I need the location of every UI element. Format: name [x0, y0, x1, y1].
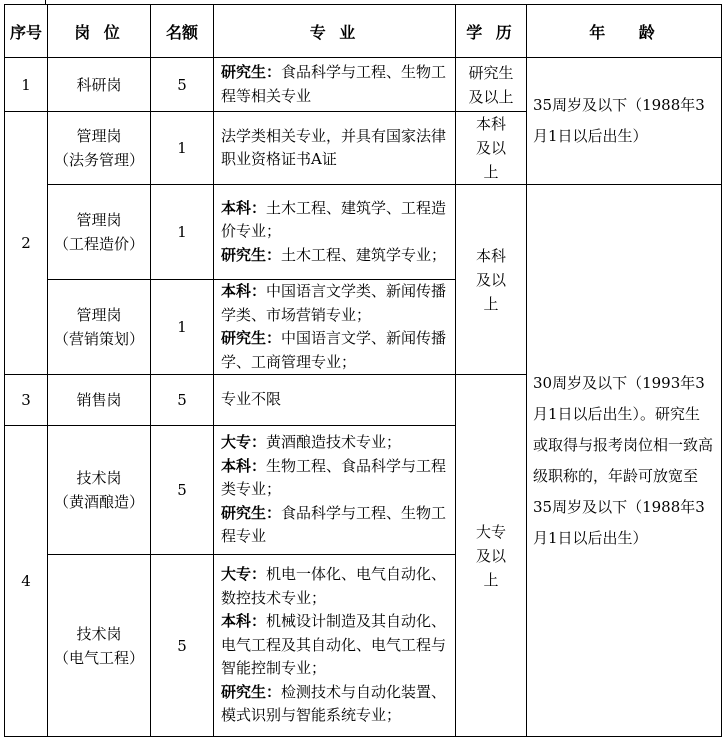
major-text: 食品科学与工程、生物工程等相关专业	[221, 63, 447, 105]
major-text: 土木工程、建筑学、工程造价专业；	[221, 198, 447, 241]
post-name: 管理岗	[76, 306, 122, 324]
major-cell: 法学类相关专业，并具有国家法律职业资格证书A证	[214, 112, 456, 185]
post-cell	[48, 280, 151, 375]
post-cell	[48, 555, 151, 737]
major-cell	[214, 426, 456, 555]
age-cell: 35周岁及以下（1988年3月1日以后出生）	[527, 58, 722, 185]
major-label: 大专：	[221, 433, 267, 452]
table-row	[5, 58, 722, 112]
age-cell: 30周岁及以下（1993年3月1日以后出生）。研究生或取得与报考岗位相一致高级职称的，年龄可放宽至35周岁及以下（1988年3月1日以后出生）	[527, 185, 722, 737]
major-label: 研究生：	[221, 682, 282, 701]
post-sub: （营销策划）	[53, 330, 144, 348]
major-text: 机械设计制造及其自动化、电气工程及其自动化、电气工程与智能控制专业；	[221, 612, 447, 678]
post-cell	[48, 426, 151, 555]
post-cell: 销售岗	[48, 375, 151, 426]
major-label: 研究生：	[221, 63, 282, 81]
post-cell	[48, 112, 151, 185]
major-text: 中国语言文学、新闻传播学、工商管理专业；	[221, 329, 447, 371]
seq-cell: 2	[5, 112, 48, 375]
header-post: 岗 位	[48, 5, 151, 58]
major-label: 大专：	[221, 565, 267, 584]
major-label: 研究生：	[221, 245, 282, 264]
count-cell: 1	[151, 185, 214, 280]
major-label: 研究生：	[221, 329, 282, 347]
post-sub: （法务管理）	[53, 151, 144, 169]
edu-cell	[456, 375, 527, 737]
major-text: 检测技术与自动化装置、模式识别与智能系统专业；	[221, 682, 447, 725]
edu-cell	[456, 58, 527, 112]
major-cell	[214, 555, 456, 737]
major-cell	[214, 58, 456, 112]
count-cell: 5	[151, 375, 214, 426]
edu-cell	[456, 185, 527, 375]
header-edu: 学 历	[456, 5, 527, 58]
major-label: 本科：	[221, 456, 267, 475]
post-cell	[48, 185, 151, 280]
post-sub: （黄酒酿造）	[53, 493, 144, 511]
header-major: 专 业	[214, 5, 456, 58]
major-text: 黄酒酿造技术专业；	[266, 433, 402, 452]
major-cell	[214, 280, 456, 375]
count-cell: 1	[151, 280, 214, 375]
seq-cell: 4	[5, 426, 48, 737]
major-text: 土木工程、建筑学专业；	[281, 245, 447, 264]
post-cell: 科研岗	[48, 58, 151, 112]
major-text: 食品科学与工程、生物工程专业	[221, 503, 447, 546]
post-name: 管理岗	[76, 211, 122, 229]
major-cell	[214, 185, 456, 280]
table-row	[5, 185, 722, 280]
post-sub: （电气工程）	[53, 648, 144, 667]
major-label: 研究生：	[221, 503, 282, 522]
major-text: 中国语言文学类、新闻传播学类、市场营销专业；	[221, 282, 447, 324]
major-label: 本科：	[221, 612, 267, 631]
seq-cell: 1	[5, 58, 48, 112]
seq-cell: 3	[5, 375, 48, 426]
edu-text: 大专及以上	[475, 522, 506, 589]
header-row	[5, 5, 722, 58]
post-name: 技术岗	[76, 624, 122, 643]
count-cell: 5	[151, 555, 214, 737]
post-name: 技术岗	[76, 469, 122, 487]
header-seq: 序号	[5, 5, 48, 58]
post-name: 管理岗	[76, 127, 122, 145]
edu-text: 本科及以上	[475, 246, 506, 313]
edu-text: 本科及以上	[475, 115, 506, 181]
edu-text: 研究生及以上	[468, 63, 514, 106]
major-label: 本科：	[221, 282, 267, 300]
count-cell: 5	[151, 426, 214, 555]
major-text: 机电一体化、电气自动化、数控技术专业；	[221, 565, 447, 607]
major-label: 本科：	[221, 198, 267, 217]
count-cell: 5	[151, 58, 214, 112]
major-text: 生物工程、食品科学与工程类专业；	[221, 456, 447, 499]
header-age: 年 龄	[527, 5, 722, 58]
edu-cell	[456, 112, 527, 185]
recruitment-table	[4, 4, 722, 737]
major-cell: 专业不限	[214, 375, 456, 426]
count-cell: 1	[151, 112, 214, 185]
post-sub: （工程造价）	[53, 235, 144, 253]
header-count: 名额	[151, 5, 214, 58]
